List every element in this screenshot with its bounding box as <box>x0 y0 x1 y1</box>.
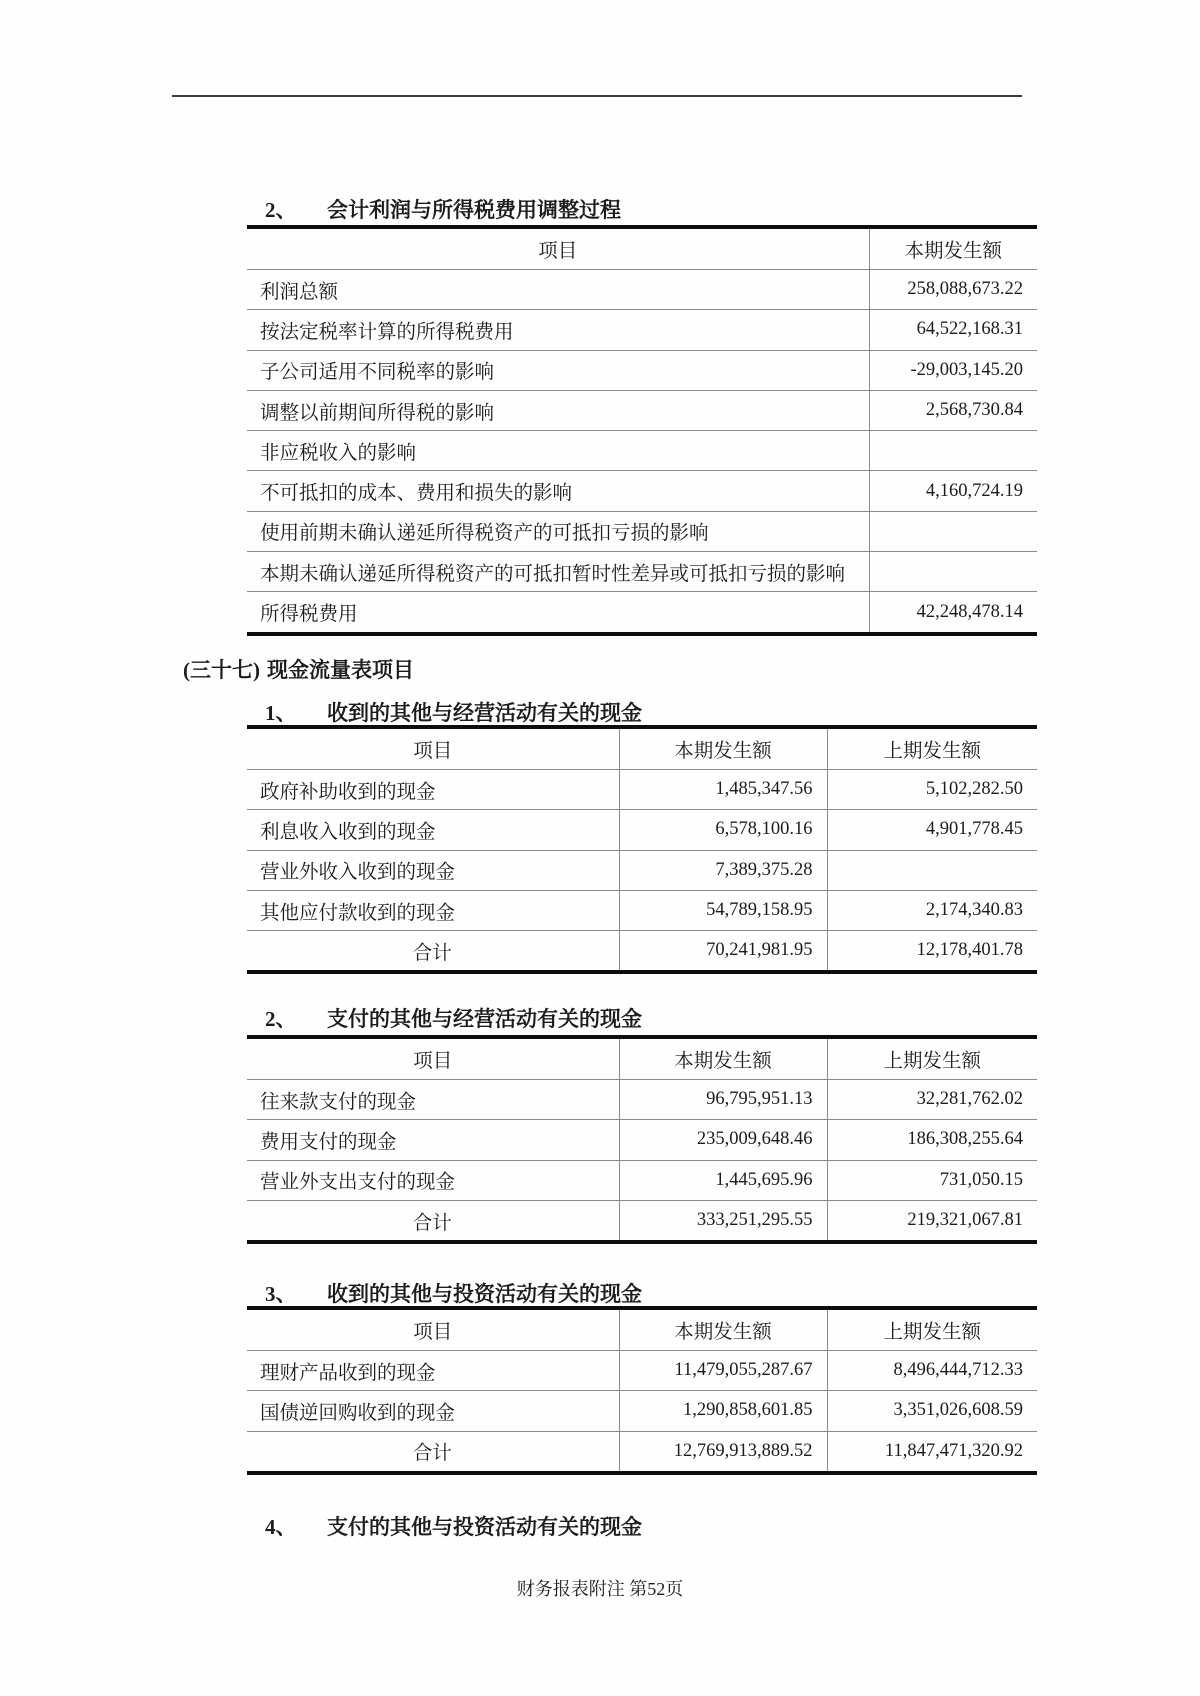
row-label-cell: 其他应付款收到的现金 <box>247 890 619 930</box>
amount-cell: 5,102,282.50 <box>827 770 1037 810</box>
amount-cell: 186,308,255.64 <box>827 1120 1037 1160</box>
amount-cell: 11,479,055,287.67 <box>619 1351 827 1391</box>
amount-cell: 42,248,478.14 <box>869 592 1037 634</box>
amount-cell: 333,251,295.55 <box>619 1200 827 1242</box>
row-label-cell: 理财产品收到的现金 <box>247 1351 619 1391</box>
column-header: 本期发生额 <box>619 1308 827 1351</box>
column-header: 本期发生额 <box>869 227 1037 270</box>
table-row <box>247 931 1037 973</box>
subsection-heading-other-cash-paid-investing <box>265 1516 642 1538</box>
row-label-cell: 调整以前期间所得税的影响 <box>247 390 869 430</box>
amount-cell: 258,088,673.22 <box>869 270 1037 310</box>
amount-cell: 96,795,951.13 <box>619 1080 827 1120</box>
section-heading-cash-flow-items <box>183 659 414 681</box>
amount-cell: 12,178,401.78 <box>827 931 1037 973</box>
data-table <box>247 725 1037 974</box>
section-title: 会计利润与所得税费用调整过程 <box>327 198 621 222</box>
row-label-cell: 国债逆回购收到的现金 <box>247 1391 619 1431</box>
table-row <box>247 471 1037 511</box>
section-number: 2、 <box>265 198 297 222</box>
total-label-cell: 合计 <box>412 942 452 964</box>
table-row <box>247 1080 1037 1120</box>
amount-cell: 1,445,695.96 <box>619 1160 827 1200</box>
table-row <box>247 1120 1037 1160</box>
column-header: 项目 <box>247 1308 619 1351</box>
amount-cell: 219,321,067.81 <box>827 1200 1037 1242</box>
amount-cell: 6,578,100.16 <box>619 810 827 850</box>
column-header: 上期发生额 <box>827 1037 1037 1080</box>
row-label-cell: 利润总额 <box>247 270 869 310</box>
amount-cell: 235,009,648.46 <box>619 1120 827 1160</box>
subsection-number: 1、 <box>265 701 297 725</box>
row-label-cell: 政府补助收到的现金 <box>247 770 619 810</box>
amount-cell: 8,496,444,712.33 <box>827 1351 1037 1391</box>
amount-cell: 4,160,724.19 <box>869 471 1037 511</box>
row-label-cell: 按法定税率计算的所得税费用 <box>247 310 869 350</box>
subsection-title: 支付的其他与投资活动有关的现金 <box>327 1515 642 1539</box>
total-label-cell: 合计 <box>412 1212 452 1234</box>
column-header: 本期发生额 <box>619 1037 827 1080</box>
table-row <box>247 770 1037 810</box>
section-number: (三十七) <box>183 658 260 682</box>
row-label-cell: 本期未确认递延所得税资产的可抵扣暂时性差异或可抵扣亏损的影响 <box>247 552 869 592</box>
row-label-cell: 往来款支付的现金 <box>247 1080 619 1120</box>
amount-cell: 12,769,913,889.52 <box>619 1431 827 1473</box>
other-cash-received-investing-table <box>247 1306 1037 1475</box>
row-label-cell: 营业外收入收到的现金 <box>247 850 619 890</box>
header-row <box>247 1308 1037 1351</box>
amount-cell <box>869 511 1037 551</box>
amount-cell: 1,485,347.56 <box>619 770 827 810</box>
page-footer: 财务报表附注 第52页 <box>516 1579 684 1599</box>
column-header: 本期发生额 <box>619 727 827 770</box>
table-row <box>247 592 1037 634</box>
data-table <box>247 1035 1037 1244</box>
amount-cell: 64,522,168.31 <box>869 310 1037 350</box>
row-label-cell: 所得税费用 <box>260 604 358 626</box>
section-heading-income-tax-adjustment <box>265 199 621 221</box>
header-row <box>247 727 1037 770</box>
amount-cell: 7,389,375.28 <box>619 850 827 890</box>
row-label-cell: 子公司适用不同税率的影响 <box>247 350 869 390</box>
column-header: 项目 <box>247 727 619 770</box>
table-row <box>247 890 1037 930</box>
income-tax-adjustment-table <box>247 225 1037 636</box>
column-header: 项目 <box>247 227 869 270</box>
section-title: 现金流量表项目 <box>267 658 414 682</box>
row-label-cell: 费用支付的现金 <box>247 1120 619 1160</box>
other-cash-received-operating-table <box>247 725 1037 974</box>
table-row <box>247 552 1037 592</box>
amount-cell: 70,241,981.95 <box>619 931 827 973</box>
page-header-rule <box>172 95 1022 97</box>
total-label-cell: 合计 <box>412 1443 452 1465</box>
amount-cell: -29,003,145.20 <box>869 350 1037 390</box>
column-header: 上期发生额 <box>827 727 1037 770</box>
header-row <box>247 227 1037 270</box>
amount-cell: 1,290,858,601.85 <box>619 1391 827 1431</box>
table-row <box>247 810 1037 850</box>
table-row <box>247 431 1037 471</box>
amount-cell: 32,281,762.02 <box>827 1080 1037 1120</box>
table-row <box>247 270 1037 310</box>
table-row <box>247 1351 1037 1391</box>
subsection-title: 收到的其他与经营活动有关的现金 <box>327 701 642 725</box>
table-row <box>247 1391 1037 1431</box>
other-cash-paid-operating-table <box>247 1035 1037 1244</box>
subsection-title: 支付的其他与经营活动有关的现金 <box>327 1007 642 1031</box>
column-header: 上期发生额 <box>827 1308 1037 1351</box>
column-header: 项目 <box>247 1037 619 1080</box>
amount-cell <box>827 850 1037 890</box>
amount-cell: 731,050.15 <box>827 1160 1037 1200</box>
amount-cell: 2,568,730.84 <box>869 390 1037 430</box>
table-row <box>247 1431 1037 1473</box>
subsection-number: 4、 <box>265 1515 297 1539</box>
table-row <box>247 350 1037 390</box>
row-label-cell: 利息收入收到的现金 <box>247 810 619 850</box>
amount-cell: 11,847,471,320.92 <box>827 1431 1037 1473</box>
amount-cell: 4,901,778.45 <box>827 810 1037 850</box>
subsection-number: 2、 <box>265 1007 297 1031</box>
amount-cell: 54,789,158.95 <box>619 890 827 930</box>
table-row <box>247 310 1037 350</box>
row-label-cell: 非应税收入的影响 <box>247 431 869 471</box>
row-label-cell: 使用前期未确认递延所得税资产的可抵扣亏损的影响 <box>247 511 869 551</box>
subsection-number: 3、 <box>265 1282 297 1306</box>
row-label-cell: 不可抵扣的成本、费用和损失的影响 <box>247 471 869 511</box>
table-row <box>247 511 1037 551</box>
subsection-heading-other-cash-received-operating <box>265 702 642 724</box>
header-row <box>247 1037 1037 1080</box>
data-table <box>247 225 1037 636</box>
data-table <box>247 1306 1037 1475</box>
subsection-heading-other-cash-received-investing <box>265 1283 642 1305</box>
subsection-title: 收到的其他与投资活动有关的现金 <box>327 1282 642 1306</box>
subsection-heading-other-cash-paid-operating <box>265 1008 642 1030</box>
amount-cell <box>869 431 1037 471</box>
table-row <box>247 1160 1037 1200</box>
amount-cell: 2,174,340.83 <box>827 890 1037 930</box>
table-row <box>247 1200 1037 1242</box>
table-row <box>247 390 1037 430</box>
amount-cell: 3,351,026,608.59 <box>827 1391 1037 1431</box>
table-row <box>247 850 1037 890</box>
row-label-cell: 营业外支出支付的现金 <box>247 1160 619 1200</box>
amount-cell <box>869 552 1037 592</box>
